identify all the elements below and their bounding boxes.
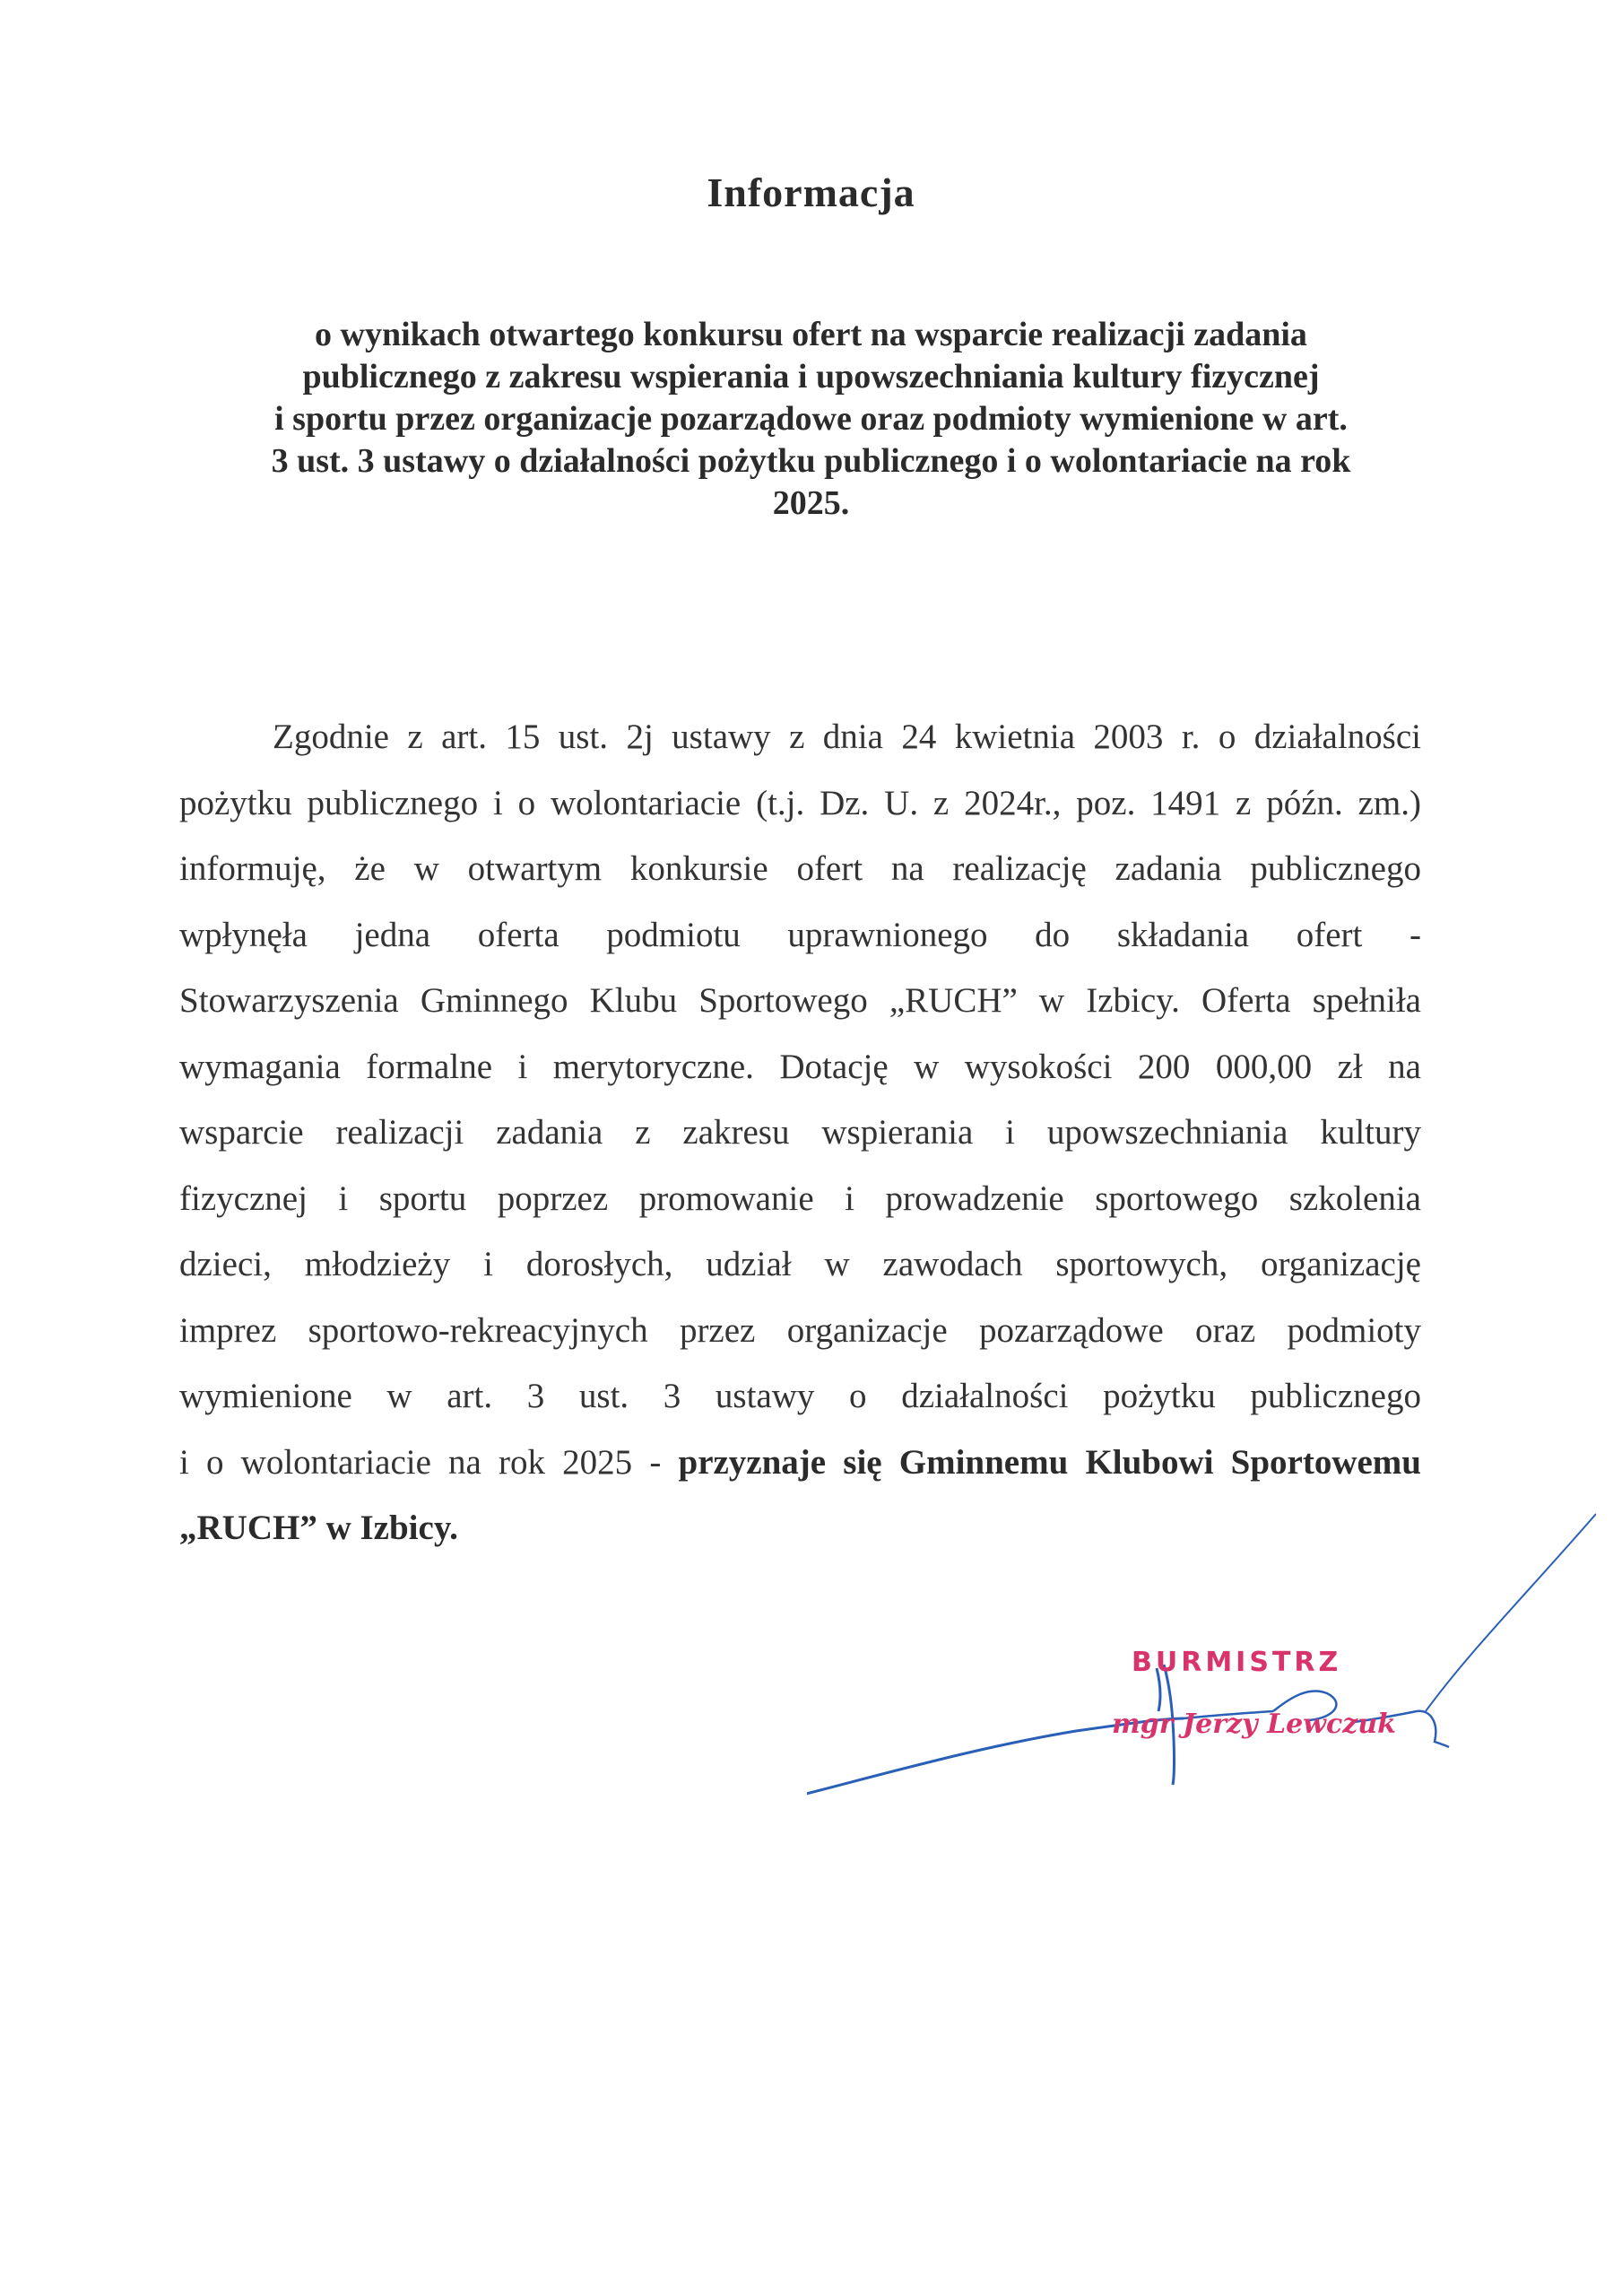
beneficiary-name: „RUCH” w Izbicy. (179, 1509, 458, 1547)
document-title: Informacja (707, 170, 915, 215)
office-stamp: BURMISTRZ (1132, 1647, 1342, 1678)
body-line: wpłynęła jedna oferta podmiotu uprawnionego do składania ofert - (179, 915, 1421, 954)
body-line: Zgodnie z art. 15 ust. 2j ustawy z dnia 24 kwietnia 2003 r. o działalności (273, 718, 1421, 756)
body-line: wymienione w art. 3 ust. 3 ustawy o działalności pożytku publicznego (179, 1377, 1421, 1415)
subtitle-line: 2025. (772, 484, 850, 522)
body-line: fizycznej i sportu poprzez promowanie i prowadzenie sportowego szkolenia (179, 1178, 1421, 1218)
document-subtitle (179, 314, 1443, 525)
stamp-name: mgr Jerzy Lewczuk (1112, 1709, 1396, 1740)
subtitle-line: 3 ust. 3 ustawy o działalności pożytku publicznego i o wolontariacie na rok (271, 442, 1351, 480)
subtitle-line: i sportu przez organizacje pozarządowe oraz podmioty wymienione w art. (274, 400, 1348, 438)
body-line: wsparcie realizacji zadania z zakresu wspierania i upowszechniania kultury (179, 1113, 1421, 1152)
body-line: dzieci, młodzieży i dorosłych, udział w zawodach sportowych, organizację (179, 1245, 1421, 1283)
body-line: pożytku publicznego i o wolontariacie (t.j. Dz. U. z 2024r., poz. 1491 z późn. zm.) (179, 783, 1421, 822)
subtitle-line: publicznego z zakresu wspierania i upowszechniania kultury fizycznej (302, 358, 1320, 396)
body-line: Stowarzyszenia Gminnego Klubu Sportowego „RUCH” w Izbicy. Oferta spełniła (179, 981, 1421, 1020)
body-line-decision-regular: i o wolontariacie na rok 2025 - (179, 1442, 679, 1482)
body-line: imprez sportowo-rekreacyjnych przez organizacje pozarządowe oraz podmioty (179, 1310, 1421, 1350)
decision-text: przyznaje się Gminnemu Klubowi Sportowemu (678, 1442, 1421, 1482)
body-paragraph (179, 704, 1421, 1561)
subtitle-line: o wynikach otwartego konkursu ofert na wsparcie realizacji zadania (315, 316, 1307, 353)
body-line: informuję, że w otwartym konkursie ofert na realizację zadania publicznego (179, 849, 1421, 888)
body-line-decision (179, 1430, 1421, 1496)
body-line: wymagania formalne i merytoryczne. Dotację w wysokości 200 000,00 zł na (179, 1047, 1421, 1086)
